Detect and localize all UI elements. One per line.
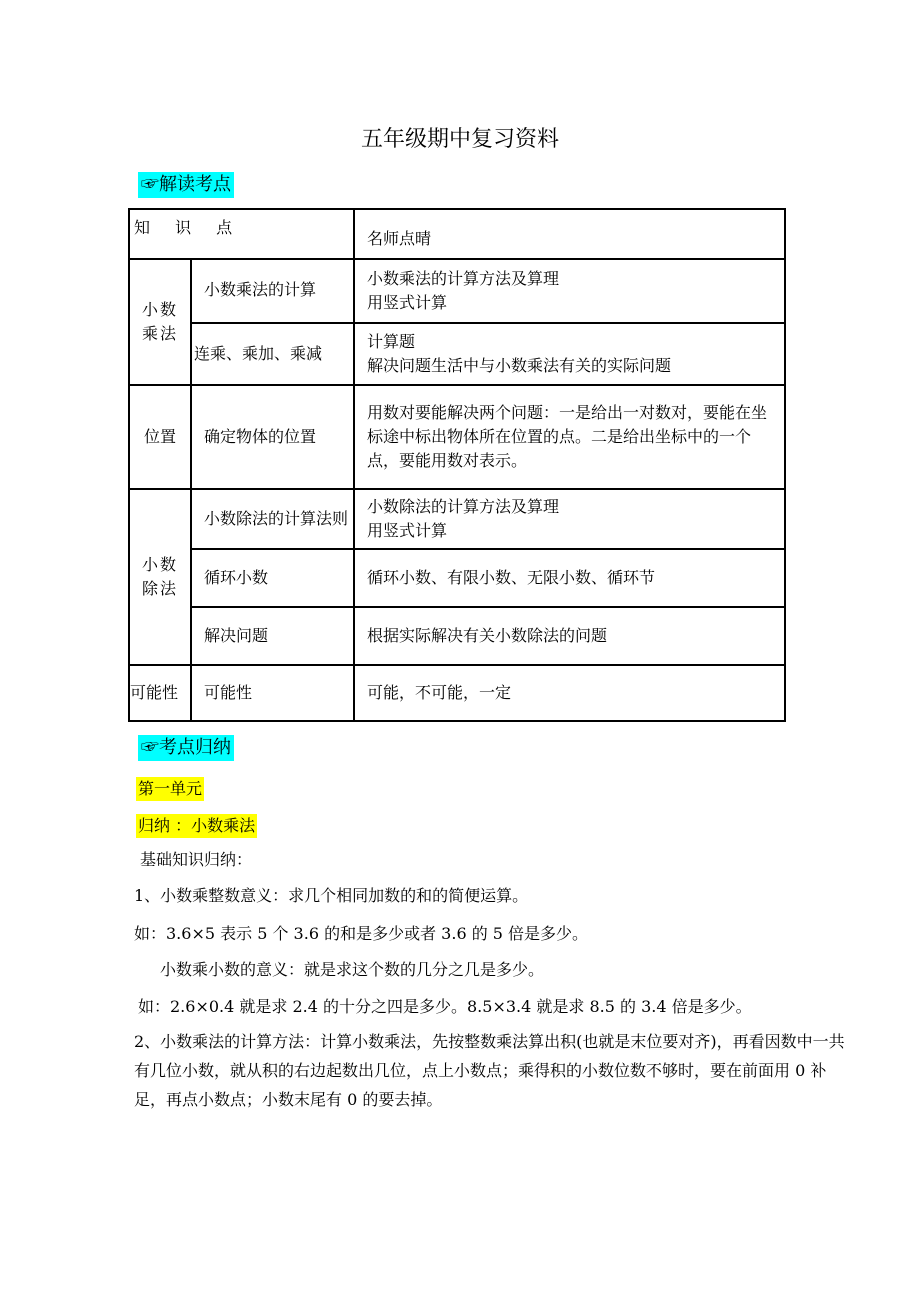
tip-cell: 小数乘法的计算方法及算理 用竖式计算 — [354, 259, 785, 323]
topic-cell: 确定物体的位置 — [191, 385, 354, 489]
table-row — [129, 665, 785, 721]
paragraph-line: 1、小数乘整数意义：求几个相同加数的和的简便运算。 — [134, 886, 529, 905]
knowledge-table — [128, 208, 786, 722]
paragraph-calculation-method: 2、小数乘法的计算方法：计算小数乘法，先按整数乘法算出积(也就是末位要对齐)，再看因数中一共有几位小数，就从积的右边起数出几位，点上小数点；乘得积的小数位数不够时，要在前面用 0 补足，再点小数点；小数末尾有 0 的要去掉。 — [134, 1032, 845, 1109]
section-heading-summary: ☞考点归纳 — [138, 735, 234, 761]
tip-cell: 根据实际解决有关小数除法的问题 — [354, 607, 785, 665]
topic-cell: 连乘、乘加、乘减 — [191, 323, 354, 385]
table-row — [129, 549, 785, 607]
topic-cell: 解决问题 — [191, 607, 354, 665]
unit-label: 第一单元 — [136, 777, 204, 801]
table-row — [129, 385, 785, 489]
header-teacher-tips: 名师点晴 — [354, 209, 785, 259]
header-knowledge: 知 识 点 — [129, 209, 354, 259]
table-row — [129, 489, 785, 549]
tip-cell: 小数除法的计算方法及算理 用竖式计算 — [354, 489, 785, 549]
page-title: 五年级期中复习资料 — [360, 127, 559, 152]
group-possibility: 可能性 — [129, 665, 191, 721]
topic-cell: 小数除法的计算法则 — [191, 489, 354, 549]
paragraph-line: 小数乘小数的意义：就是求这个数的几分之几是多少。 — [160, 960, 545, 979]
topic-cell: 可能性 — [191, 665, 354, 721]
group-position: 位置 — [129, 385, 191, 489]
tip-cell: 可能，不可能，一定 — [354, 665, 785, 721]
paragraph-line: 如：3.6×5 表示 5 个 3.6 的和是多少或者 3.6 的 5 倍是多少。 — [134, 924, 589, 943]
group-decimal-multiplication: 小数乘法 — [129, 259, 191, 385]
tip-cell: 计算题 解决问题生活中与小数乘法有关的实际问题 — [354, 323, 785, 385]
basic-knowledge-heading: 基础知识归纳： — [140, 850, 253, 869]
summary-label: 归纳 ：小数乘法 — [136, 814, 257, 838]
table-header-row — [129, 209, 785, 259]
paragraph-line: 如：2.6×0.4 就是求 2.4 的十分之四是多少。8.5×3.4 就是求 8.5 的 3.4 倍是多少。 — [138, 997, 752, 1016]
topic-cell: 小数乘法的计算 — [191, 259, 354, 323]
group-decimal-division: 小数除法 — [129, 489, 191, 665]
section-heading-key-points: ☞解读考点 — [138, 172, 234, 198]
topic-cell: 循环小数 — [191, 549, 354, 607]
table-row — [129, 259, 785, 323]
table-row — [129, 323, 785, 385]
tip-cell: 用数对要能解决两个问题：一是给出一对数对，要能在坐标途中标出物体所在位置的点。二是给出坐标中的一个点，要能用数对表示。 — [354, 385, 785, 489]
tip-cell: 循环小数、有限小数、无限小数、循环节 — [354, 549, 785, 607]
table-row — [129, 607, 785, 665]
